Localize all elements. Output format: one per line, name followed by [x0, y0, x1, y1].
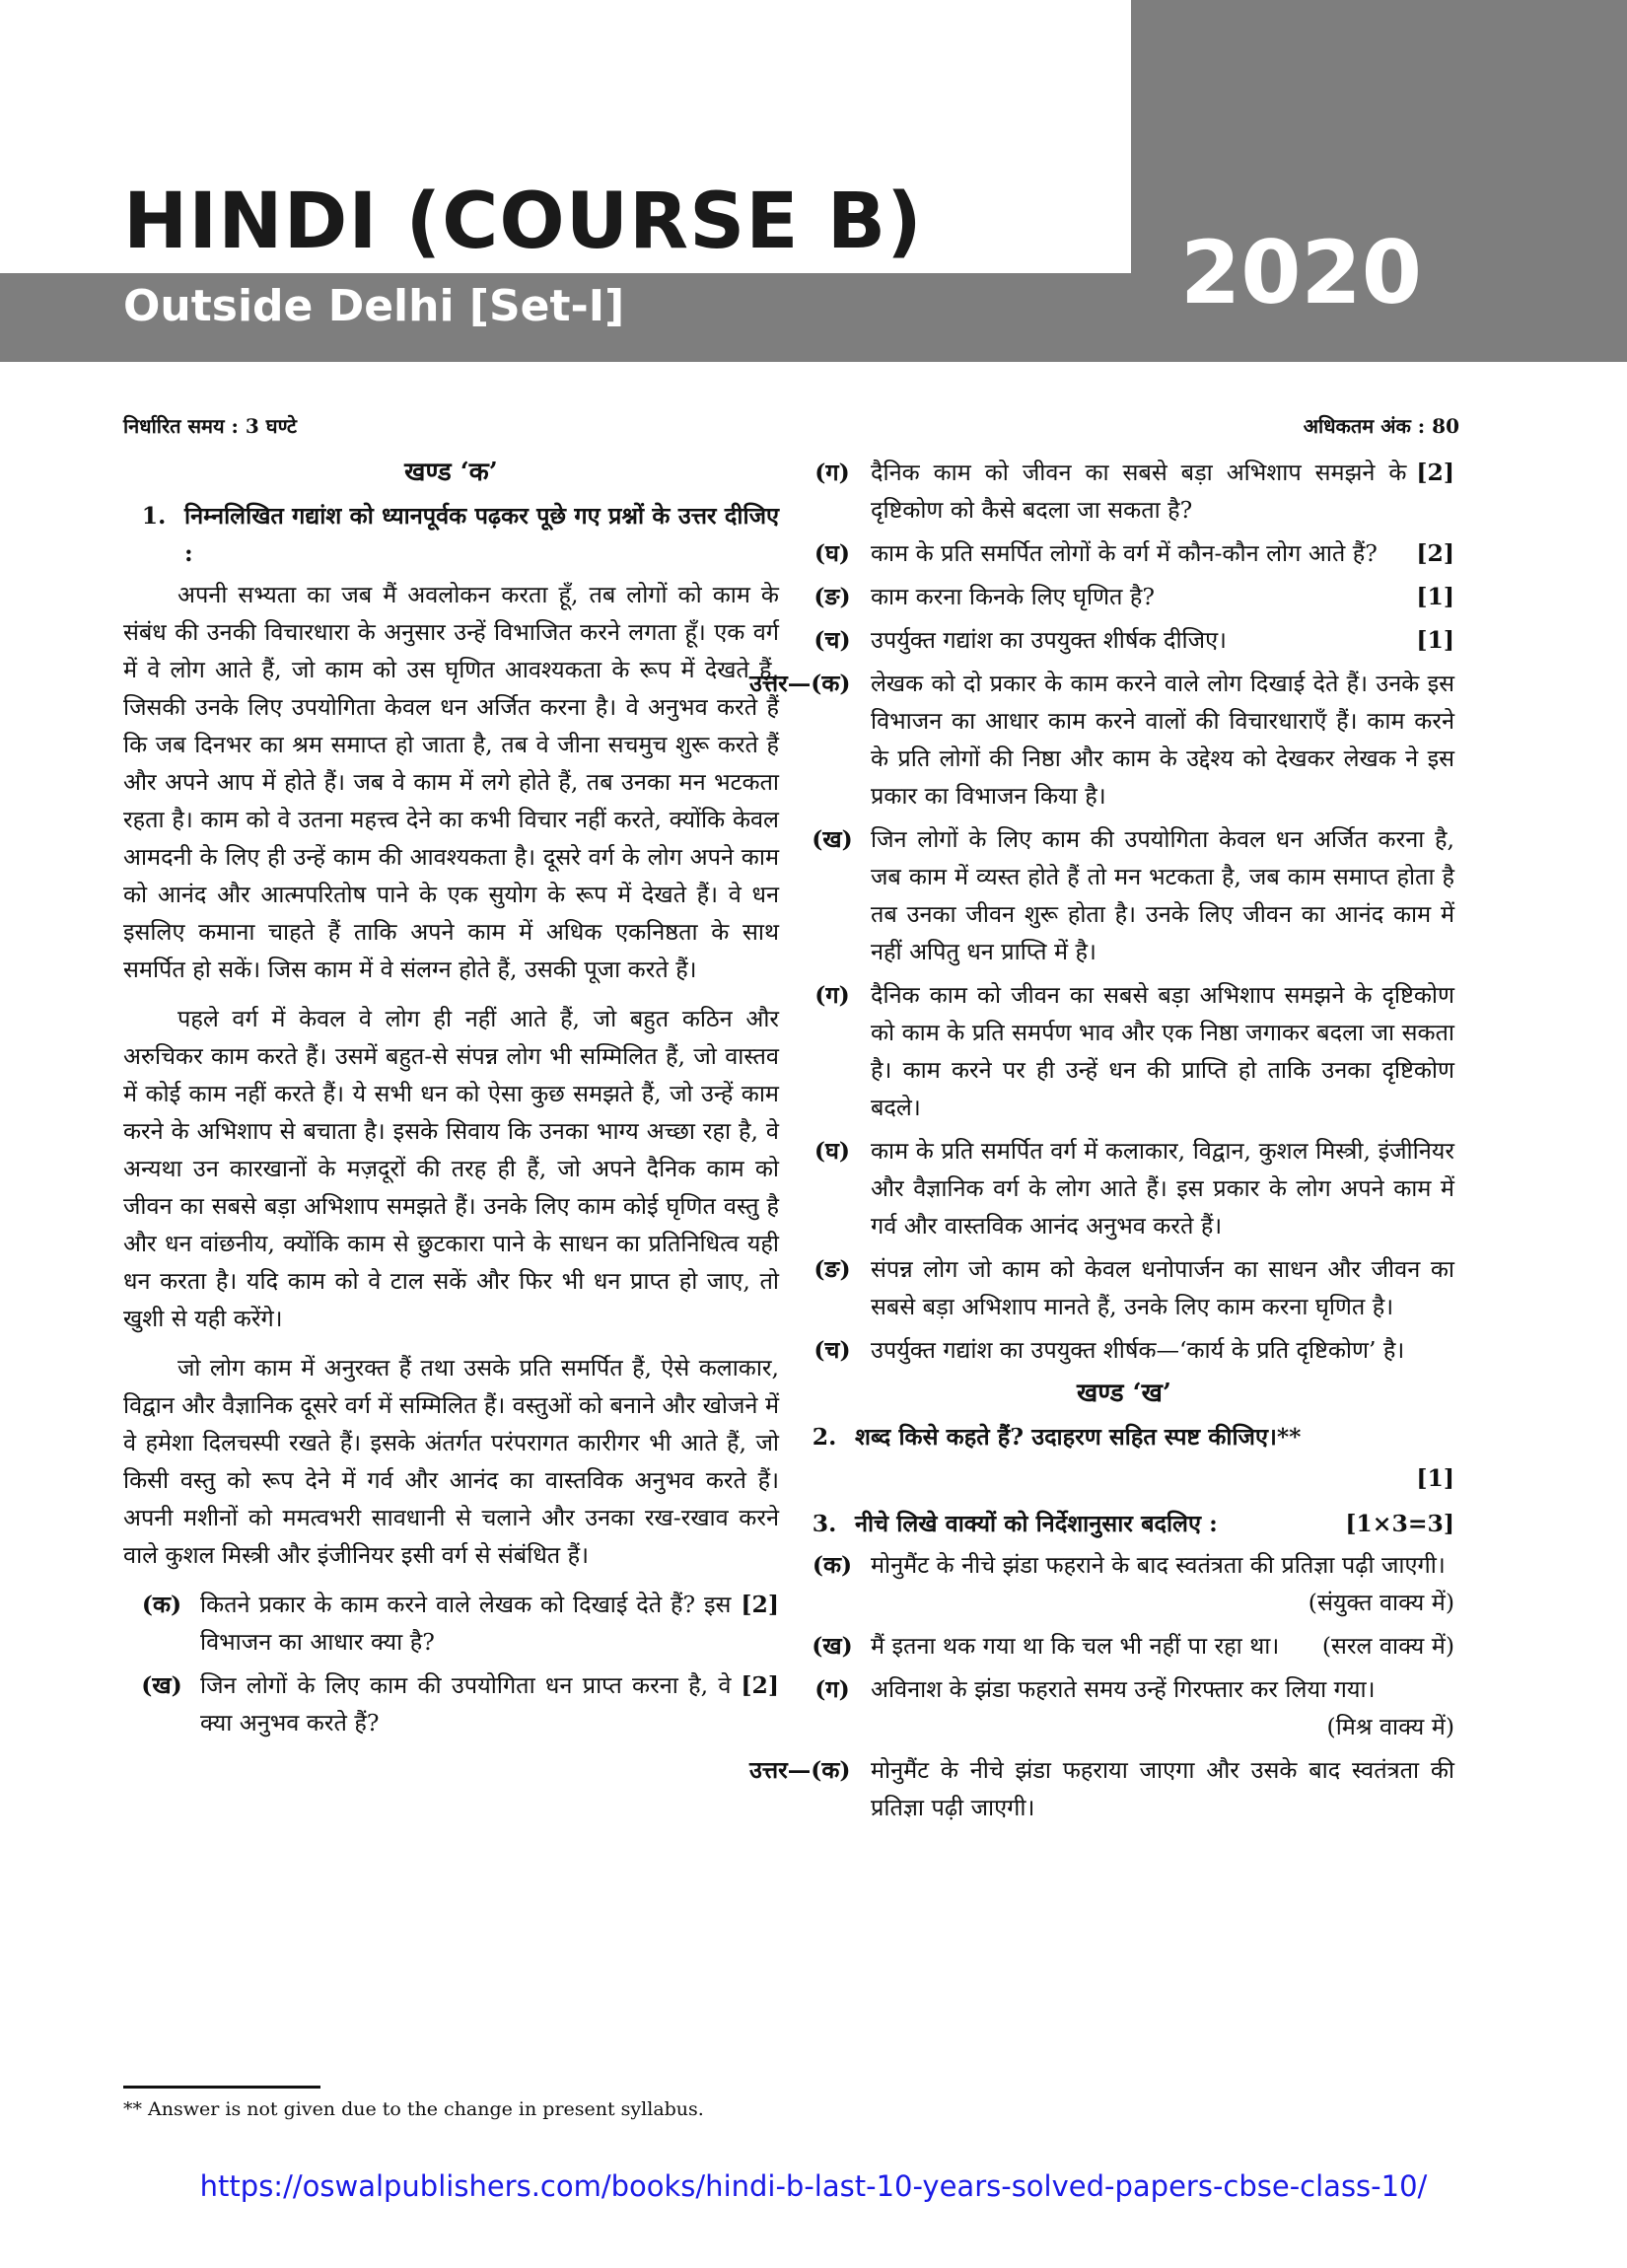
- footnote-rule: [123, 2086, 320, 2089]
- question-number: 2.: [812, 1423, 837, 1451]
- answer-item: [794, 976, 1454, 1126]
- sub-question-label: (घ): [814, 539, 851, 567]
- section-b-heading: खण्ड ‘ख’: [1077, 1379, 1171, 1408]
- answer-label: (च): [814, 1336, 851, 1364]
- answer-text: संपन्न लोग जो काम को केवल धनोपार्जन का साधन और जीवन का सबसे बड़ा अभिशाप मानते हैं, उनके लिए काम करना घृणित है।: [871, 1255, 1454, 1320]
- maximum-marks: अधिकतम अंक : 80: [1303, 414, 1459, 438]
- marks: [2]: [741, 1591, 779, 1618]
- sub-question-text: काम करना किनके लिए घृणित है?: [871, 583, 1156, 610]
- marks: [2]: [741, 1671, 779, 1699]
- answer-item: [794, 820, 1454, 970]
- answer-label: (घ): [814, 1137, 851, 1165]
- question-number: 1.: [141, 502, 167, 530]
- question-2: [794, 1418, 1454, 1455]
- instruction-hint: (सरल वाक्य में): [1321, 1632, 1454, 1660]
- sub-question: [794, 1670, 1454, 1745]
- instruction-hint: (मिश्र वाक्य में): [1326, 1713, 1454, 1740]
- footnote: ** Answer is not given due to the change in present syllabus.: [123, 2098, 704, 2120]
- sub-question-text: उपर्युक्त गद्यांश का उपयुक्त शीर्षक दीजिए।: [871, 626, 1227, 654]
- marks: [1]: [1416, 583, 1454, 610]
- answer-item: [749, 1751, 1454, 1826]
- answer-label: (ख): [812, 825, 853, 853]
- answer-text: उपर्युक्त गद्यांश का उपयुक्त शीर्षक—‘कार्य के प्रति दृष्टिकोण’ है।: [871, 1336, 1405, 1364]
- question-text: निम्नलिखित गद्यांश को ध्यानपूर्वक पढ़कर पूछे गए प्रश्नों के उत्तर दीजिए :: [184, 502, 779, 567]
- answer-text: लेखक को दो प्रकार के काम करने वाले लोग दिखाई देते हैं। उनके इस विभाजन का आधार काम करने वालों की विचारधाराएँ हैं। काम करने के प्रति लोगों की निष्ठा और काम के उद्देश्य को देखकर लेखक ने इस प्रकार का विभाजन किया है।: [871, 670, 1454, 810]
- marks: [2]: [1416, 539, 1454, 567]
- sub-question-label: (ङ): [814, 583, 851, 610]
- sub-question-text: दैनिक काम को जीवन का सबसे बड़ा अभिशाप समझने के दृष्टिकोण को कैसे बदला जा सकता है?: [871, 459, 1407, 524]
- sub-question: [794, 454, 1454, 529]
- marks: [1×3=3]: [1345, 1510, 1454, 1537]
- question-3: [794, 1505, 1454, 1542]
- answer-text: मोनुमैंट के नीचे झंडा फहराया जाएगा और उसके बाद स्वतंत्रता की प्रतिज्ञा पढ़ी जाएगी।: [871, 1756, 1454, 1821]
- question-text: नीचे लिखे वाक्यों को निर्देशानुसार बदलिए :: [855, 1510, 1218, 1537]
- answer-text: जिन लोगों के लिए काम की उपयोगिता केवल धन अर्जित करना है, जब काम में व्यस्त होते हैं तो मन भटकता है, जब काम समाप्त होता है तब उनका जीवन शुरू होता है। उनके लिए जीवन का आनंद काम में नहीं अपितु धन प्राप्ति में है।: [871, 825, 1454, 965]
- marks: [2]: [1416, 459, 1454, 486]
- sub-question: [794, 534, 1454, 572]
- answer-label: (ङ): [814, 1255, 851, 1283]
- sub-question: [794, 1546, 1454, 1621]
- left-column: [123, 454, 779, 1747]
- sub-question: [794, 578, 1454, 615]
- publisher-url[interactable]: https://oswalpublishers.com/books/hindi-b-last-10-years-solved-papers-cbse-class-10/: [199, 2169, 1428, 2203]
- sub-question-text: जिन लोगों के लिए काम की उपयोगिता धन प्राप्त करना है, वे क्या अनुभव करते हैं?: [200, 1671, 732, 1736]
- passage-paragraph-2: पहले वर्ग में केवल वे लोग ही नहीं आते हैं, जो बहुत कठिन और अरुचिकर काम करते हैं। उसमें बहुत-से संपन्न लोग भी सम्मिलित हैं, जो वास्तव में कोई काम नहीं करते हैं। ये सभी धन को ऐसा कुछ समझते हैं, जो उन्हें काम करने के अभिशाप से बचाता है। इसके सिवाय कि उनका भाग्य अच्छा रहा है, वे अन्यथा उन कारखानों के मज़दूरों की तरह ही हैं, जो अपने दैनिक काम को जीवन का सबसे बड़ा अभिशाप समझते हैं। उनके लिए काम कोई घृणित वस्तु है और धन वांछनीय, क्योंकि काम से छुटकारा पाने के साधन का प्रतिनिधित्व यही धन करता है। यदि काम को वे टाल सकें और फिर भी धन प्राप्त हो जाए, तो खुशी से यही करेंगे।: [123, 1005, 779, 1332]
- paper-subtitle: Outside Delhi [Set-I]: [123, 281, 625, 331]
- sub-question-text: अविनाश के झंडा फहराते समय उन्हें गिरफ्तार कर लिया गया।: [871, 1675, 1376, 1703]
- sub-question-text: मोनुमैंट के नीचे झंडा फहराने के बाद स्वतंत्रता की प्रतिज्ञा पढ़ी जाएगी।: [871, 1551, 1446, 1579]
- subtitle-band-end: [1088, 273, 1131, 362]
- answer-label: (ग): [814, 981, 850, 1009]
- sub-question: [123, 1666, 779, 1741]
- sub-question-label: (क): [141, 1591, 182, 1618]
- sub-question: [794, 1627, 1454, 1665]
- sub-question-label: (ख): [141, 1671, 182, 1699]
- time-allowed: निर्धारित समय : 3 घण्टे: [123, 414, 297, 438]
- sub-question-label: (ग): [814, 1675, 850, 1703]
- sub-question-label: (ग): [814, 459, 850, 486]
- answer-item: [794, 1132, 1454, 1244]
- sub-question-text: काम के प्रति समर्पित लोगों के वर्ग में कौन-कौन लोग आते हैं?: [871, 539, 1378, 567]
- passage-paragraph-3: जो लोग काम में अनुरक्त हैं तथा उसके प्रति समर्पित हैं, ऐसे कलाकार, विद्वान और वैज्ञानिक दूसरे वर्ग में सम्मिलित हैं। वस्तुओं को बनाने और खोजने में वे हमेशा दिलचस्पी रखते हैं। इसके अंतर्गत परंपरागत कारीगर भी आते हैं, जो किसी वस्तु को रूप देने में गर्व और आनंद का वास्तविक अनुभव करते हैं। अपनी मशीनों को ममत्वभरी सावधानी से चलाने और उनका रख-रखाव करने वाले कुशल मिस्त्री और इंजीनियर इसी वर्ग से संबंधित हैं।: [123, 1354, 779, 1569]
- section-a-heading: खण्ड ‘क’: [404, 458, 498, 487]
- sub-question-label: (ख): [812, 1632, 853, 1660]
- answer-item: [794, 1331, 1454, 1369]
- paper-year: 2020: [1180, 222, 1422, 323]
- marks: [1]: [1416, 626, 1454, 654]
- question-number: 3.: [812, 1510, 837, 1537]
- answer-label: उत्तर—(क): [749, 1756, 851, 1784]
- passage-paragraph-1: अपनी सभ्यता का जब मैं अवलोकन करता हूँ, तब लोगों को काम के संबंध की उनकी विचारधारा के अनुसार उन्हें विभाजित करने लगता हूँ। एक वर्ग में वे लोग आते हैं, जो काम को उस घृणित आवश्यकता के रूप में देखते हैं, जिसकी उनके लिए उपयोगिता केवल धन अर्जित करना है। वे अनुभव करते हैं कि जब दिनभर का श्रम समाप्त हो जाता है, तब वे जीना सचमुच शुरू करते हैं और अपने आप में होते हैं। जब वे काम में लगे होते हैं, तब उनका मन भटकता रहता है। काम को वे उतना महत्त्व देने का कभी विचार नहीं करते, क्योंकि केवल आमदनी के लिए ही उन्हें काम की आवश्यकता है। दूसरे वर्ग के लोग अपने काम को आनंद और आत्मपरितोष पाने के एक सुयोग के रूप में देखते हैं। वे धन इसलिए कमाना चाहते हैं ताकि अपने काम में अधिक एकनिष्ठता के साथ समर्पित हो सकें। जिस काम में वे संलग्न होते हैं, उसकी पूजा करते हैं।: [123, 581, 779, 983]
- sub-question-label: (क): [812, 1551, 853, 1579]
- sub-question-text: मैं इतना थक गया था कि चल भी नहीं पा रहा था।: [871, 1632, 1280, 1660]
- sub-question-label: (च): [814, 626, 851, 654]
- instruction-hint: (संयुक्त वाक्य में): [1308, 1589, 1454, 1616]
- answer-label: उत्तर—(क): [749, 670, 851, 697]
- answer-text: दैनिक काम को जीवन का सबसे बड़ा अभिशाप समझने के दृष्टिकोण को काम के प्रति समर्पण भाव और एक निष्ठा जगाकर बदला जा सकता है। काम करने पर ही उन्हें धन की प्राप्ति हो ताकि उनका दृष्टिकोण बदले।: [871, 981, 1454, 1121]
- right-column: [749, 454, 1454, 1832]
- sub-question-text: कितने प्रकार के काम करने वाले लेखक को दिखाई देते हैं? इस विभाजन का आधार क्या है?: [200, 1591, 732, 1656]
- sub-question: [123, 1586, 779, 1661]
- question-text: शब्द किसे कहते हैं? उदाहरण सहित स्पष्ट कीजिए।**: [855, 1423, 1302, 1451]
- answer-text: काम के प्रति समर्पित वर्ग में कलाकार, विद्वान, कुशल मिस्त्री, इंजीनियर और वैज्ञानिक वर्ग के लोग आते हैं। इस प्रकार के लोग अपने काम में गर्व और वास्तविक आनंद अनुभव करते हैं।: [871, 1137, 1454, 1240]
- paper-title: HINDI (COURSE B): [123, 177, 923, 266]
- question-2-marks: [1]: [1416, 1464, 1454, 1492]
- answer-item: [794, 1250, 1454, 1325]
- question-1: [123, 497, 779, 572]
- answer-item: [749, 665, 1454, 815]
- sub-question: [794, 621, 1454, 659]
